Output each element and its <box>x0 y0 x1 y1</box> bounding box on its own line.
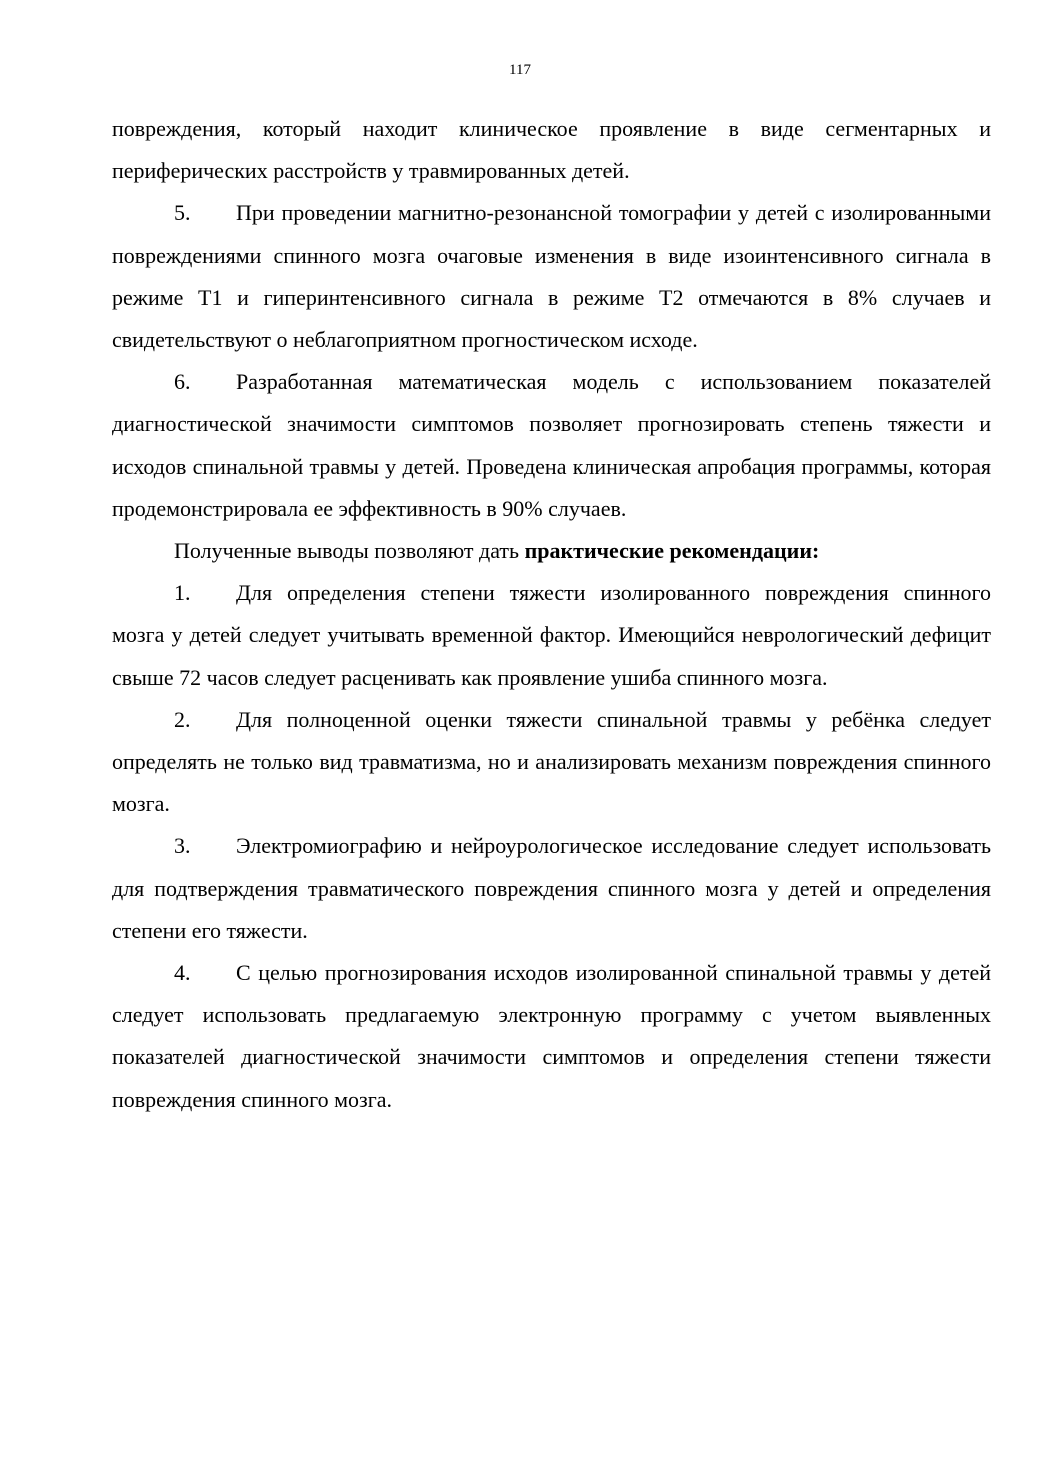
recommendation-number: 2. <box>174 706 191 732</box>
recommendation-item-1 <box>112 572 991 699</box>
recommendations-intro-lead: Полученные выводы позволяют дать <box>174 538 525 564</box>
conclusion-number: 6. <box>174 369 191 395</box>
recommendations-intro <box>112 530 991 572</box>
recommendation-text: Для определения степени тяжести изолированного повреждения спинного мозга у детей следует учитывать временной фактор. Имеющийся неврологический дефицит свыше 72 часов следует расценивать как проявление ушиба спинного мозга. <box>112 580 991 690</box>
recommendations-heading: практические рекомендации: <box>524 538 820 564</box>
recommendation-number: 1. <box>174 580 191 606</box>
recommendation-item-3 <box>112 825 991 952</box>
continuation-paragraph: повреждения, который находит клиническое проявление в виде сегментарных и периферических расстройств у травмированных детей. <box>112 116 991 184</box>
conclusion-number: 5. <box>174 200 191 226</box>
page-number: 117 <box>509 62 531 78</box>
conclusion-text: Разработанная математическая модель с использованием показателей диагностической значимости симптомов позволяет прогнозировать степень тяжести и исходов спинальной травмы у детей. Проведена клиническая апробация программы, которая продемонстрировала ее эффективность в 90% случаев. <box>112 369 991 521</box>
recommendation-number: 3. <box>174 833 191 859</box>
recommendation-text: С целью прогнозирования исходов изолированной спинальной травмы у детей следует использовать предлагаемую электронную программу с учетом выявленных показателей диагностической значимости симптомов и определения степени тяжести повреждения спинного мозга. <box>112 960 991 1112</box>
recommendation-item-4 <box>112 952 991 1121</box>
recommendation-item-2 <box>112 699 991 826</box>
conclusion-text: При проведении магнитно-резонансной томографии у детей с изолированными повреждениями спинного мозга очаговые изменения в виде изоинтенсивного сигнала в режиме Т1 и гиперинтенсивного сигнала в режиме Т2 отмечаются в 8% случаев и свидетельствуют о неблагоприятном прогностическом исходе. <box>112 200 991 353</box>
conclusion-item-6 <box>112 361 991 530</box>
conclusion-item-5 <box>112 192 991 361</box>
recommendation-number: 4. <box>174 960 191 986</box>
recommendation-text: Электромиографию и нейроурологическое исследование следует использовать для подтверждения травматического повреждения спинного мозга у детей и определения степени его тяжести. <box>112 833 991 943</box>
document-body <box>112 108 991 1121</box>
recommendation-text: Для полноценной оценки тяжести спинальной травмы у ребёнка следует определять не только вид травматизма, но и анализировать механизм повреждения спинного мозга. <box>112 706 991 817</box>
